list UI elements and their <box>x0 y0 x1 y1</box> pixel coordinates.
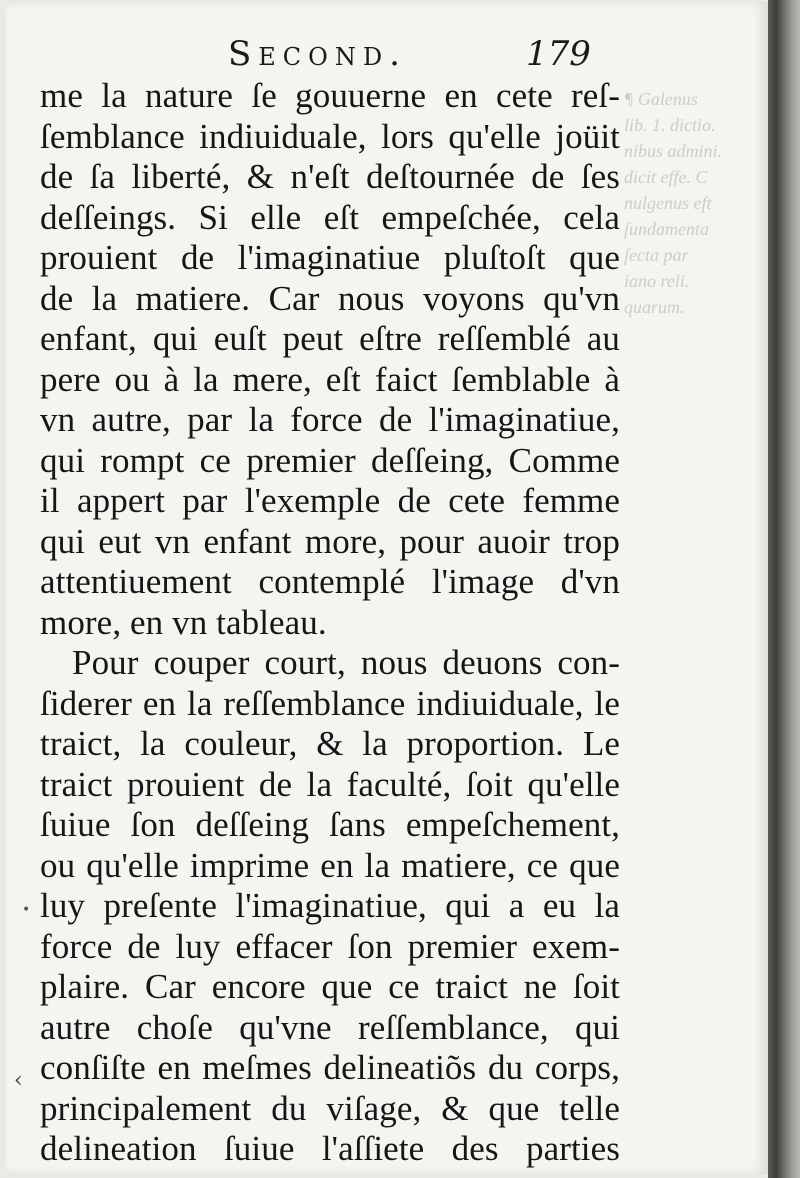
text-line: prouient de l'imaginatiue pluſtoſt que <box>40 238 620 277</box>
text-line: ſiderer en la reſſemblance indiuiduale, le <box>40 683 620 723</box>
margin-mark: ‹ <box>14 1068 23 1093</box>
page-header <box>6 30 768 80</box>
paragraph-start-line: Pour couper court, nous deuons con- <box>72 643 620 682</box>
text-line: ſemblance indiuiduale, lors qu'elle joüit <box>40 116 620 156</box>
text-line: principalement du viſage, & que telle <box>40 1088 620 1128</box>
margin-dot: • <box>22 902 31 918</box>
text-line: il appert par l'exemple de cete femme <box>40 481 620 520</box>
book-spine-edge <box>768 0 800 1178</box>
text-line: traict, la couleur, & la proportion. Le <box>40 724 620 763</box>
page-number: 179 <box>526 34 591 74</box>
paragraph-end-line: more, en vn tableau. <box>40 602 327 642</box>
text-line: ou qu'elle imprime en la matiere, ce que <box>40 845 620 885</box>
text-line: traict prouient de la faculté, ſoit qu'elle <box>40 764 620 804</box>
text-line: qui rompt ce premier deſſeing, Comme <box>40 440 620 480</box>
text-line: de ſa liberté, & n'eſt deſtournée de ſes <box>40 157 620 196</box>
book-page <box>6 2 768 1174</box>
text-line: de la matiere. Car nous voyons qu'vn <box>40 278 620 318</box>
text-line: conſiſte en meſmes delineatiõs du corps, <box>40 1048 620 1087</box>
text-line: plaire. Car encore que ce traict ne ſoit <box>40 967 620 1006</box>
text-line: me la nature ſe gouuerne en cete reſ- <box>40 76 620 115</box>
text-line: luy preſente l'imaginatiue, qui a eu la <box>40 886 620 925</box>
running-title: Second. <box>228 34 407 74</box>
text-line: ſuiue ſon deſſeing ſans empeſchement, <box>40 805 620 844</box>
text-line: deſſeings. Si elle eſt empeſchée, cela <box>40 197 620 237</box>
text-line: autre choſe qu'vne reſſemblance, qui <box>40 1007 620 1047</box>
text-line: qui eut vn enfant more, pour auoir trop <box>40 521 620 561</box>
text-line: pere ou à la mere, eſt faict ſemblable à <box>40 359 620 399</box>
text-line: attentiuement contemplé l'image d'vn <box>40 562 620 601</box>
text-line: vn autre, par la force de l'imaginatiue, <box>40 400 620 439</box>
text-line: delineation ſuiue l'aſſiete des parties <box>40 1129 620 1168</box>
bleed-through-text: ¶ Galenus lib. 1. dictio. nibus admini. dicit effe. C nulgenus eft ſundamenta ſecta par iano reli. quarum. <box>624 89 723 317</box>
text-line: enfant, qui euſt peut eſtre reſſemblé au <box>40 319 620 358</box>
text-line: force de luy effacer ſon premier exem- <box>40 926 620 966</box>
body-text <box>40 76 620 1170</box>
